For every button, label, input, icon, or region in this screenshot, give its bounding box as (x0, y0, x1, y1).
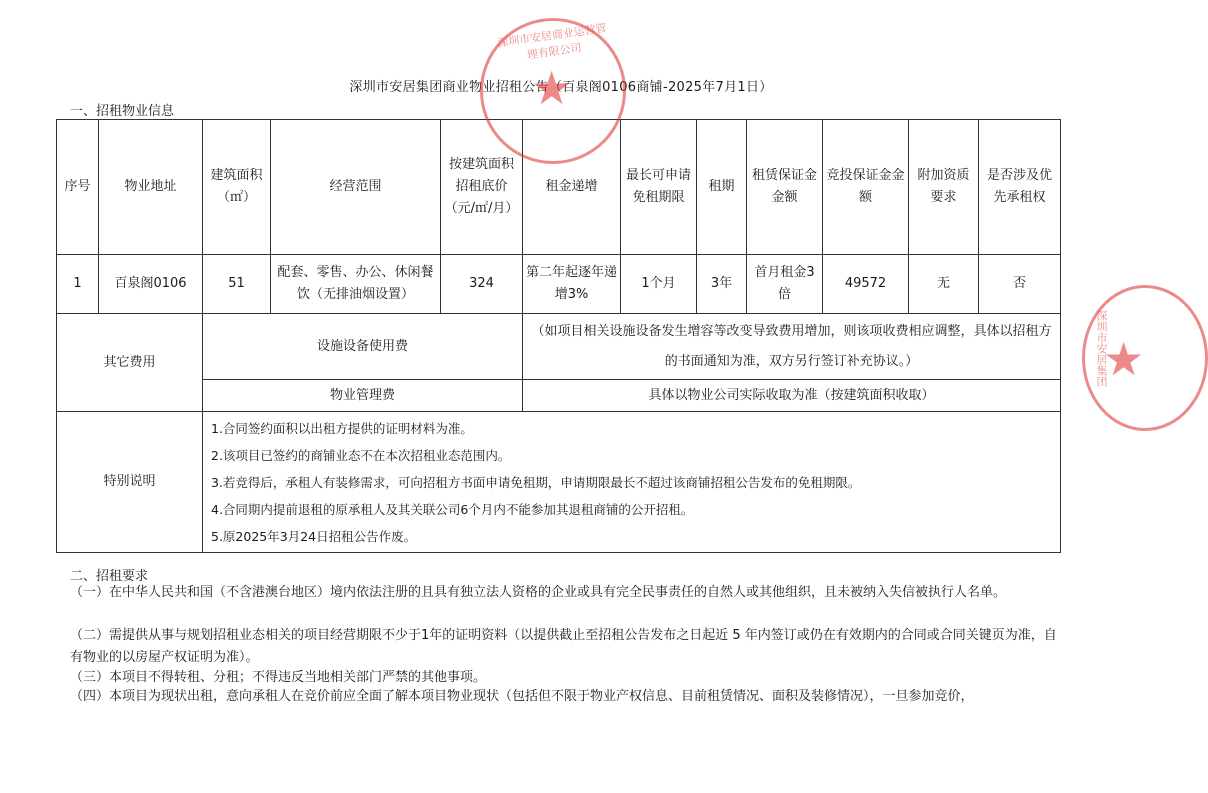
company-seal-stamp (480, 18, 626, 164)
table-row (57, 255, 1061, 314)
management-fee-value: 具体以物业公司实际收取为准（按建筑面积收取） (523, 380, 1061, 412)
requirement-item: （二）需提供从事与规划招租业态相关的项目经营期限不少于1年的证明资料（以提供截止至招租公告发布之日起近 5 年内签订或仍在有效期内的合同或合同关键页为准，自有物业的以房屋产权证明为准）。 (70, 628, 1057, 665)
special-notes-list (203, 412, 1061, 553)
cell-bid-deposit: 49572 (823, 255, 909, 314)
header-priority: 是否涉及优先承租权 (979, 120, 1061, 255)
facility-fee-label: 设施设备使用费 (203, 314, 523, 380)
special-notes-label: 特别说明 (57, 412, 203, 553)
other-fees-row-management (57, 380, 1061, 412)
management-fee-label: 物业管理费 (203, 380, 523, 412)
header-address: 物业地址 (99, 120, 203, 255)
special-note: 3.若竞得后，承租人有装修需求，可向招租方书面申请免租期，申请期限最长不超过该商铺招租公告发布的免租期限。 (211, 474, 861, 490)
header-area: 建筑面积（㎡） (203, 120, 271, 255)
cell-no: 1 (57, 255, 99, 314)
header-free-period: 最长可申请免租期限 (621, 120, 697, 255)
header-qualification: 附加资质要求 (909, 120, 979, 255)
group-seal-stamp (1082, 285, 1208, 431)
header-bid-deposit: 竞投保证金金额 (823, 120, 909, 255)
cell-area: 51 (203, 255, 271, 314)
section-heading-property-info: 一、招租物业信息 (70, 104, 175, 119)
seal-text: 深圳市安居集团 (1095, 310, 1108, 387)
header-increase: 租金递增 (523, 120, 621, 255)
cell-free-period: 1个月 (621, 255, 697, 314)
seal-star-icon: ★ (531, 61, 573, 115)
other-fees-row-facility (57, 314, 1061, 380)
cell-increase: 第二年起逐年递增3% (523, 255, 621, 314)
requirement-item: （三）本项目不得转租、分租；不得违反当地相关部门严禁的其他事项。 (70, 670, 487, 685)
section-heading-requirements: 二、招租要求 (70, 569, 149, 584)
cell-deposit: 首月租金3倍 (747, 255, 823, 314)
header-deposit: 租赁保证金金额 (747, 120, 823, 255)
cell-base-price: 324 (441, 255, 523, 314)
special-note: 1.合同签约面积以出租方提供的证明材料为准。 (211, 420, 473, 436)
other-fees-label: 其它费用 (57, 314, 203, 412)
document-title: 深圳市安居集团商业物业招租公告（百泉阁0106商铺-2025年7月1日） (349, 80, 773, 95)
header-scope: 经营范围 (271, 120, 441, 255)
seal-star-icon: ★ (1103, 332, 1145, 386)
property-info-table (56, 119, 1061, 553)
header-base-price: 按建筑面积招租底价（元/㎡/月） (441, 120, 523, 255)
seal-text: 深圳市安居商业运营管理有限公司 (496, 21, 608, 62)
special-note: 5.原2025年3月24日招租公告作废。 (211, 528, 417, 544)
special-note: 4.合同期内提前退租的原承租人及其关联公司6个月内不能参加其退租商铺的公开招租。 (211, 501, 694, 517)
requirement-item: （一）在中华人民共和国（不含港澳台地区）境内依法注册的且具有独立法人资格的企业或具有完全民事责任的自然人或其他组织，且未被纳入失信被执行人名单。 (70, 585, 1007, 600)
special-notes-row (57, 412, 1061, 553)
special-note: 2.该项目已签约的商铺业态不在本次招租业态范围内。 (211, 447, 511, 463)
requirement-item: （四）本项目为现状出租，意向承租人在竞价前应全面了解本项目物业现状（包括但不限于物业产权信息、目前租赁情况、面积及装修情况），一旦参加竞价， (70, 689, 974, 704)
cell-qualification: 无 (909, 255, 979, 314)
cell-address: 百泉阁0106 (99, 255, 203, 314)
cell-priority: 否 (979, 255, 1061, 314)
header-term: 租期 (697, 120, 747, 255)
cell-scope: 配套、零售、办公、休闲餐饮（无排油烟设置） (271, 255, 441, 314)
cell-term: 3年 (697, 255, 747, 314)
header-no: 序号 (57, 120, 99, 255)
facility-fee-value: （如项目相关设施设备发生增容等改变导致费用增加，则该项收费相应调整，具体以招租方的书面通知为准，双方另行签订补充协议。） (523, 314, 1061, 380)
